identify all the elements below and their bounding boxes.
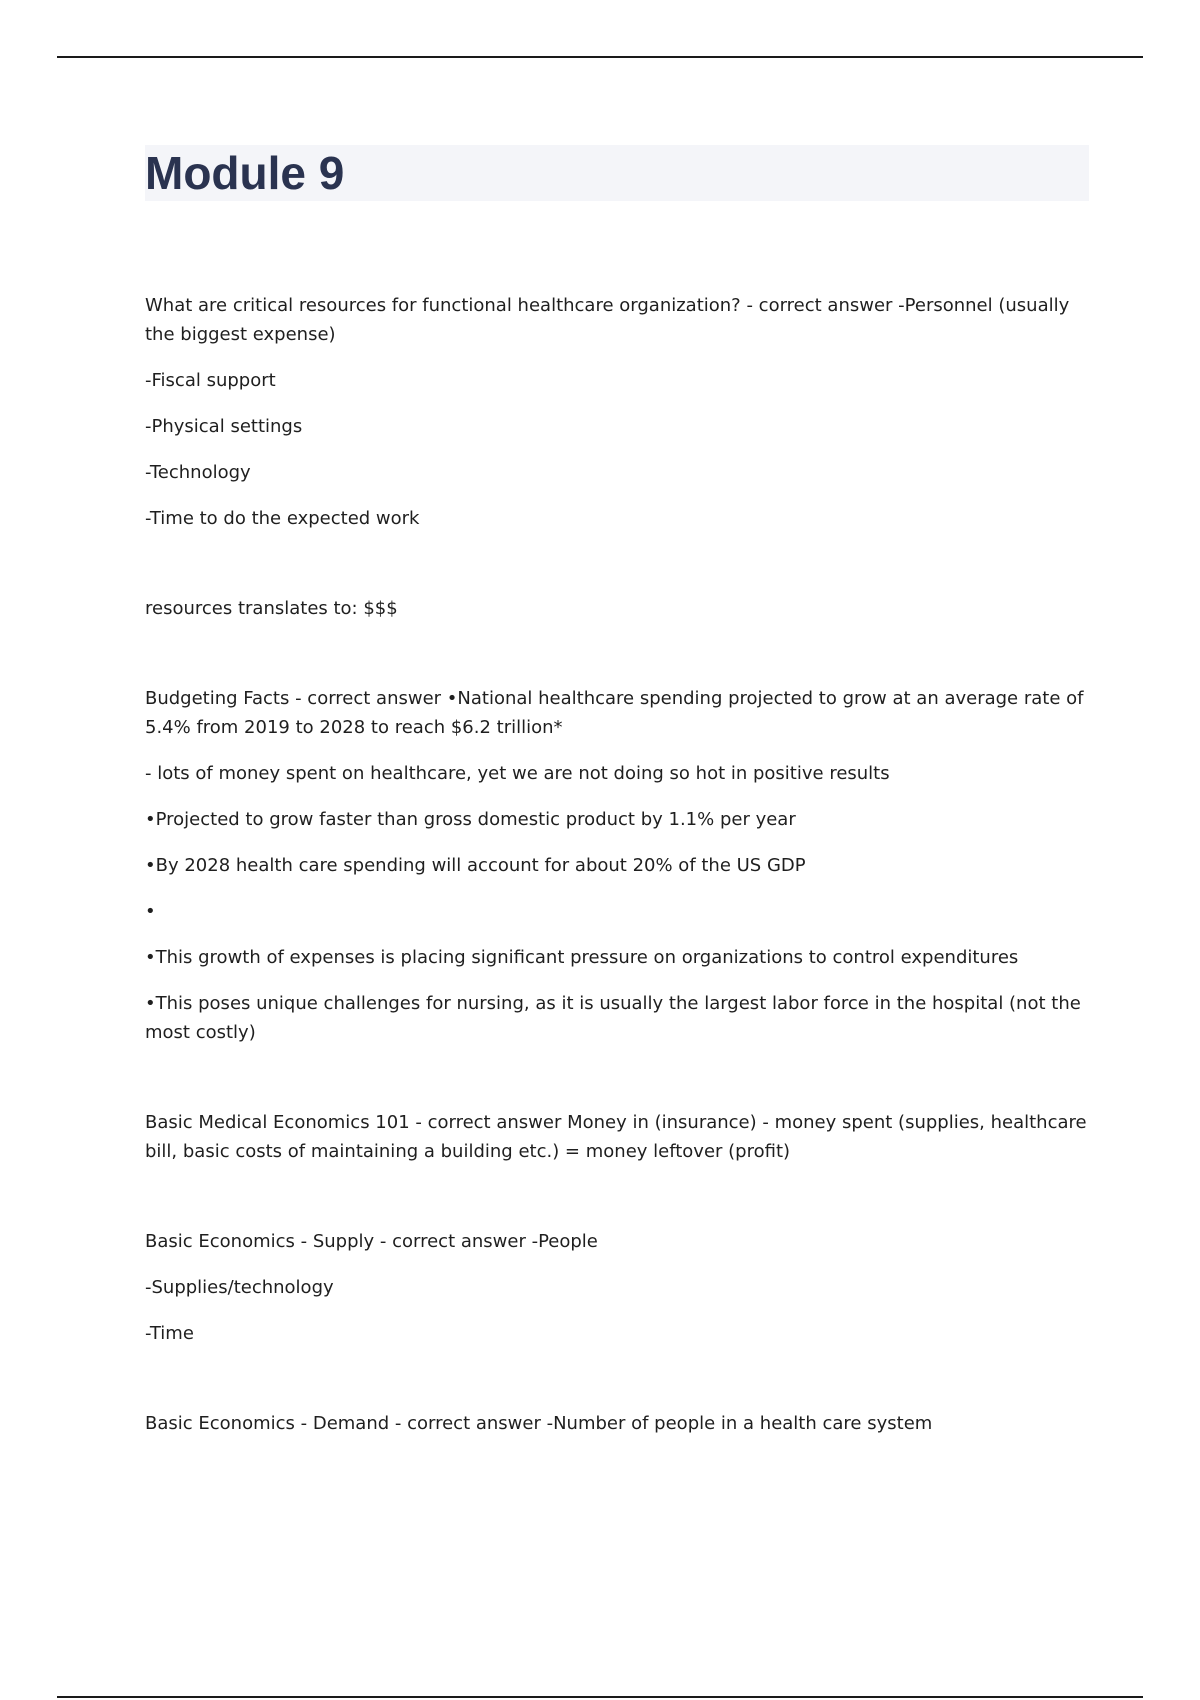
entry-line: •By 2028 health care spending will account for about 20% of the US GDP [145, 855, 806, 876]
entry-line: • [145, 901, 156, 922]
qa-entry-medical-economics [145, 1108, 1089, 1166]
entry-line: •This growth of expenses is placing significant pressure on organizations to control expenditures [145, 947, 1019, 968]
entry-line: -Technology [145, 462, 251, 483]
qa-entry-demand [145, 1409, 1089, 1438]
entry-line: -Physical settings [145, 416, 303, 437]
page-title: Module 9 [145, 147, 345, 199]
entry-line: -Time [145, 1323, 194, 1344]
qa-entry-supply [145, 1227, 1089, 1348]
entry-line: Basic Economics - Supply - correct answer -People [145, 1231, 598, 1252]
note-resources-translate [145, 594, 1089, 623]
entry-line: Budgeting Facts - correct answer •National healthcare spending projected to grow at an average rate of 5.4% from 2019 to 2028 to reach $6.2 trillion* [145, 688, 1084, 738]
bottom-divider [57, 1696, 1143, 1698]
entry-line: -Fiscal support [145, 370, 276, 391]
top-divider [57, 56, 1143, 58]
entry-line: •Projected to grow faster than gross domestic product by 1.1% per year [145, 809, 796, 830]
entry-line: Basic Economics - Demand - correct answer -Number of people in a health care system [145, 1413, 933, 1434]
entry-line: •This poses unique challenges for nursing, as it is usually the largest labor force in the hospital (not the most costly) [145, 993, 1081, 1043]
qa-entry-critical-resources [145, 291, 1089, 533]
entry-line: resources translates to: $$$ [145, 598, 398, 619]
document-body [145, 291, 1089, 1499]
entry-line: -Time to do the expected work [145, 508, 420, 529]
qa-entry-budgeting-facts [145, 684, 1089, 1047]
entry-line: -Supplies/technology [145, 1277, 334, 1298]
entry-line: - lots of money spent on healthcare, yet we are not doing so hot in positive results [145, 763, 890, 784]
entry-line: What are critical resources for functional healthcare organization? - correct answer -Personnel (usually the biggest expense) [145, 295, 1070, 345]
entry-line: Basic Medical Economics 101 - correct answer Money in (insurance) - money spent (supplies, healthcare bill, basic costs of maintaining a building etc.) = money leftover (profit) [145, 1112, 1087, 1162]
